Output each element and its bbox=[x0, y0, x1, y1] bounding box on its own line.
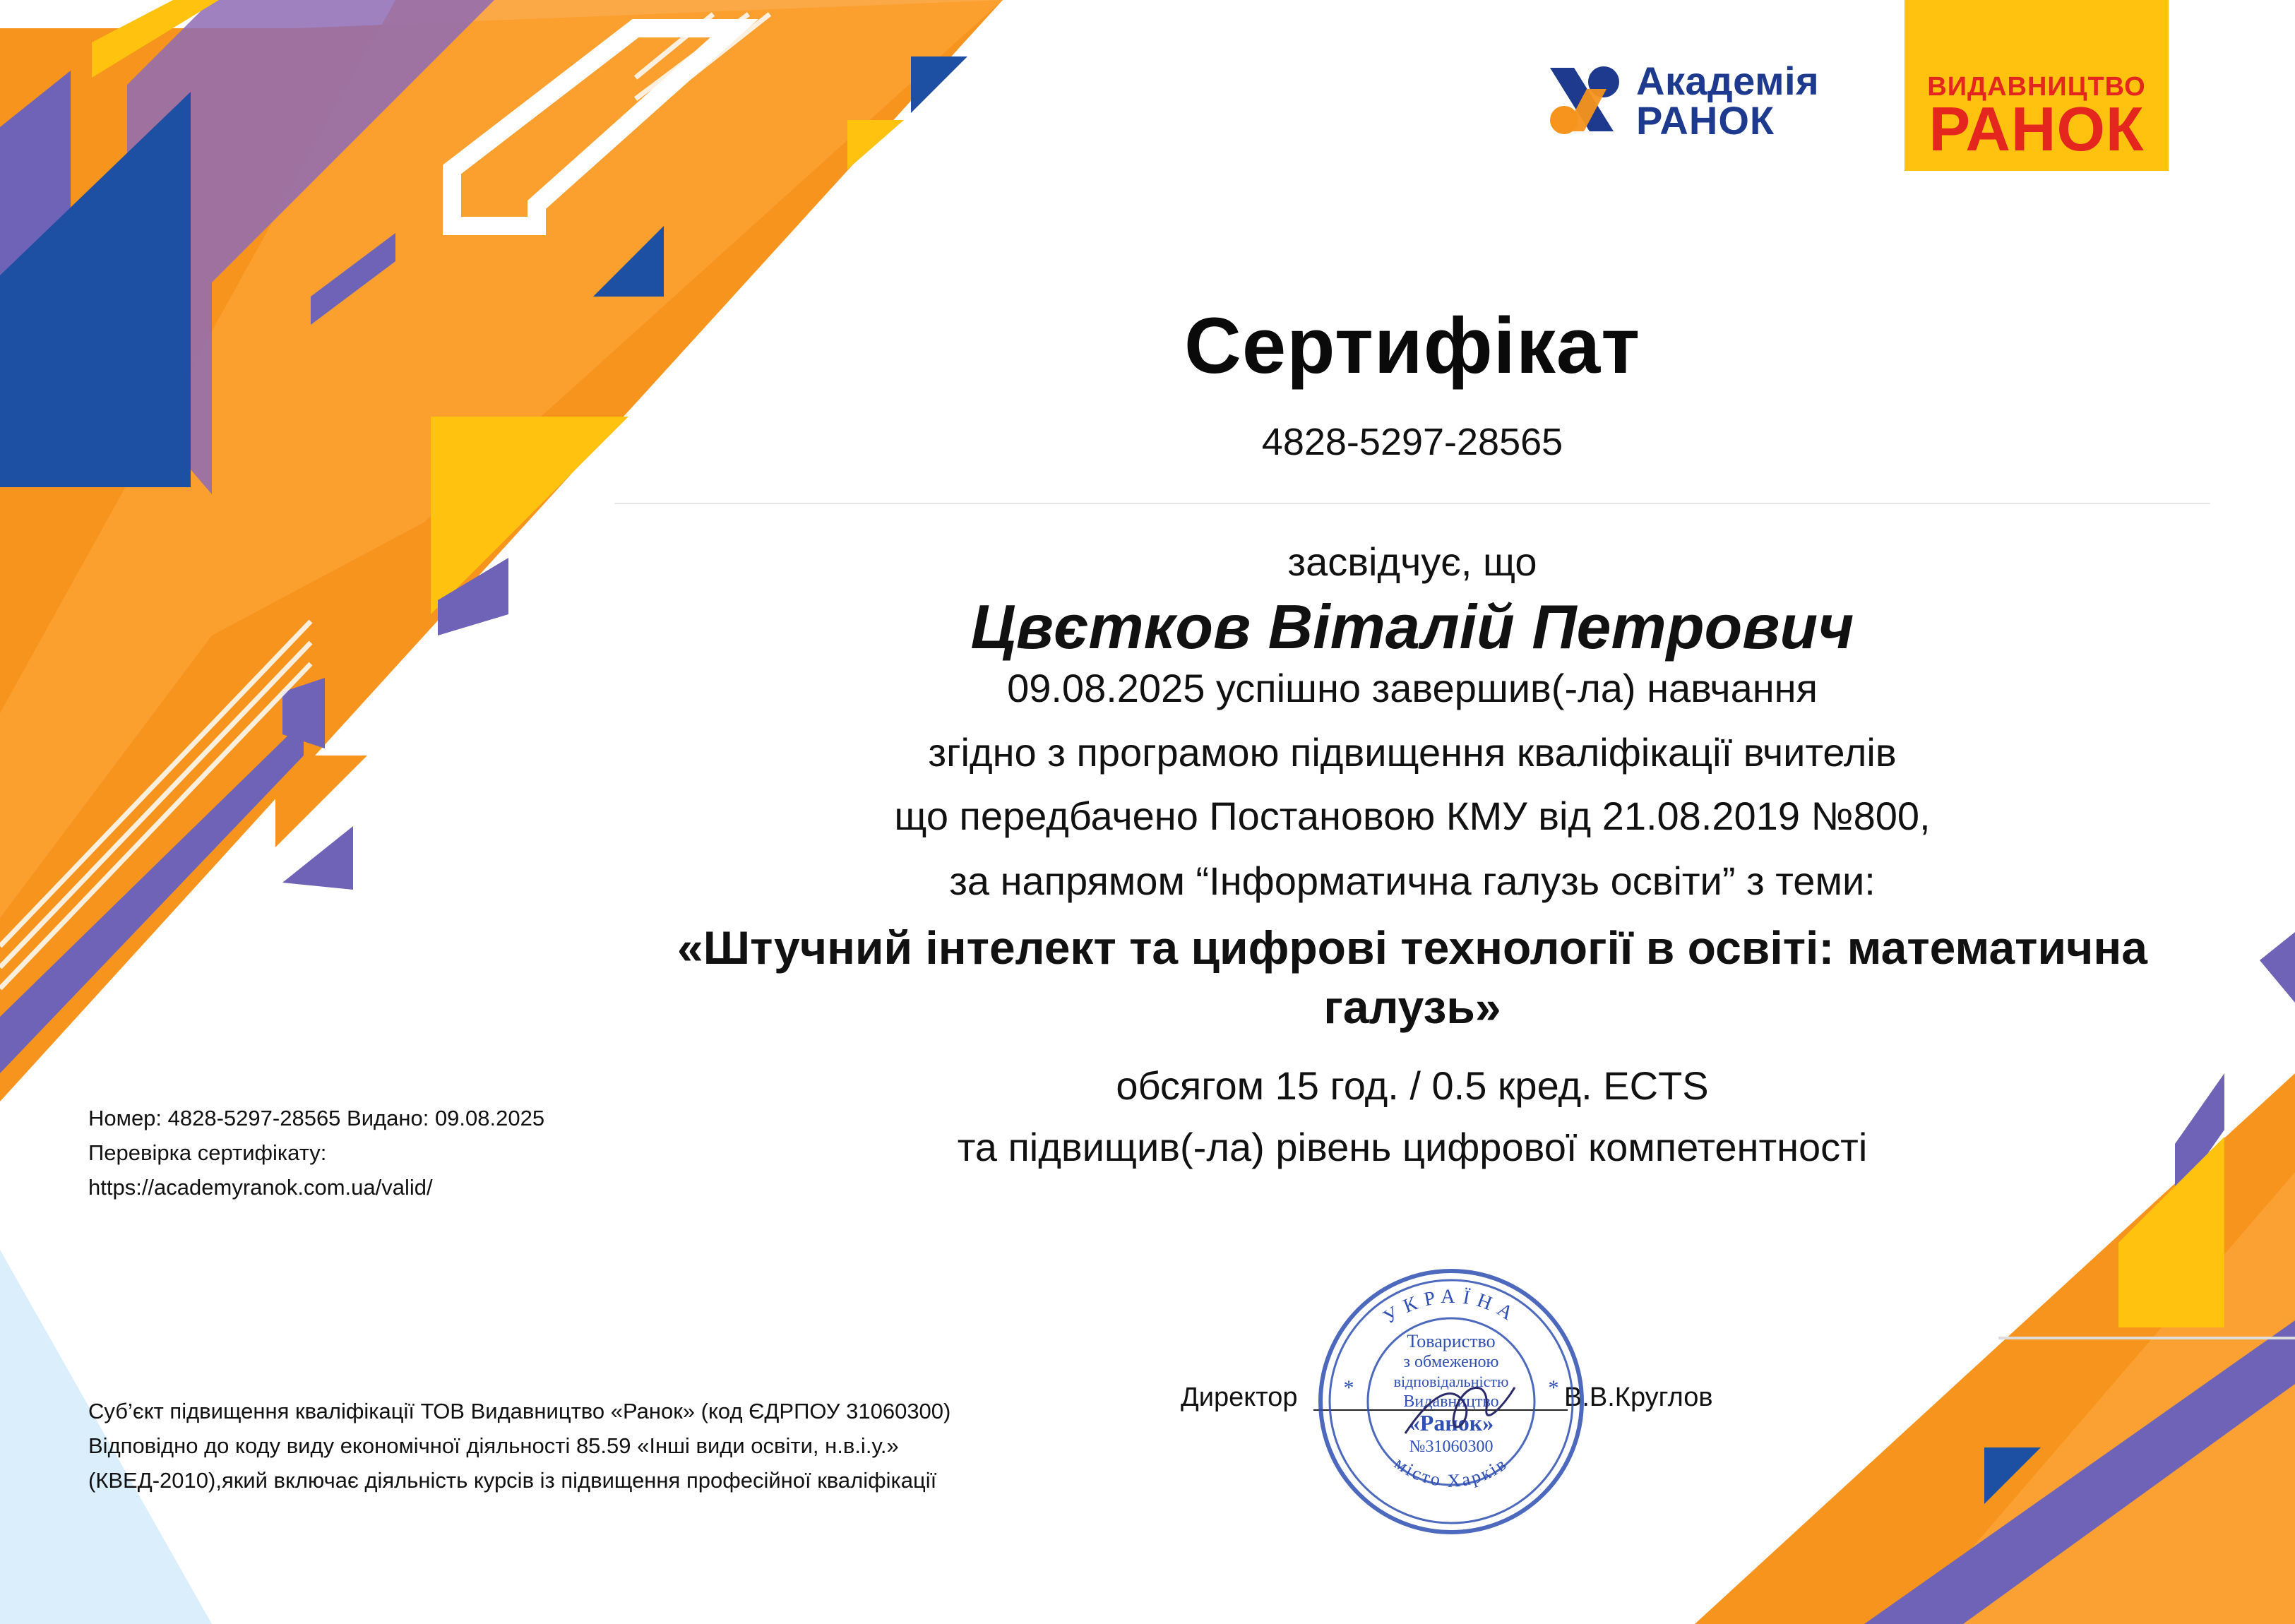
academy-ranok-logo bbox=[1543, 55, 1847, 147]
stamp-line-6: №31060300 bbox=[1409, 1438, 1494, 1456]
yellow-triangle-large bbox=[431, 417, 628, 614]
legal-line-1: Суб’єкт підвищення кваліфікації ТОВ Видавництво «Ранок» (код ЄДРПОУ 31060300) bbox=[88, 1399, 951, 1423]
stamp-star-icon: * bbox=[1343, 1376, 1354, 1399]
director-label: Директор bbox=[1181, 1383, 1298, 1412]
competence-line: та підвищив(-ла) рівень цифрової компетентності bbox=[957, 1125, 1868, 1169]
certifies-text: засвідчує, що bbox=[1287, 539, 1537, 584]
purple-triangle-edge bbox=[2260, 932, 2295, 1003]
course-title-line2: галузь» bbox=[1323, 981, 1501, 1033]
verification-info bbox=[88, 1101, 653, 1205]
issue-number-line: Номер: 4828-5297-28565 Видано: 09.08.2025 bbox=[88, 1106, 545, 1130]
course-title bbox=[614, 918, 2210, 1037]
academy-logo-mark-icon bbox=[1543, 61, 1628, 138]
publisher-logo-word: ВИДАВНИЦТВО bbox=[1927, 72, 2146, 102]
verification-link[interactable]: https://academyranok.com.ua/valid/ bbox=[88, 1175, 433, 1200]
legal-info bbox=[88, 1394, 1077, 1498]
official-stamp bbox=[1313, 1264, 1589, 1539]
stamp-bottom-text: місто Харків bbox=[1390, 1452, 1512, 1491]
academy-logo-word: Академія bbox=[1636, 59, 1820, 103]
stamp-line-5: «Ранок» bbox=[1408, 1410, 1494, 1435]
verification-label: Перевірка сертифікату: bbox=[88, 1140, 327, 1165]
stamp-star-icon: * bbox=[1548, 1376, 1559, 1399]
program-line: згідно з програмою підвищення кваліфікації вчителів bbox=[928, 730, 1897, 775]
certificate-number: 4828-5297-28565 bbox=[1261, 421, 1563, 463]
stamp-line-1: Товариство bbox=[1407, 1331, 1496, 1351]
course-title-line1: «Штучний інтелект та цифрові технології в освіті: математична bbox=[677, 921, 2147, 974]
publisher-logo-ranok: РАНОК bbox=[1929, 94, 2145, 164]
legal-line-2: Відповідно до коду виду економічної діяльності 85.59 «Інші види освіти, н.в.і.у.» bbox=[88, 1433, 899, 1458]
academy-logo-ranok: РАНОК bbox=[1636, 98, 1775, 143]
stamp-line-4: Видавництво bbox=[1403, 1392, 1499, 1411]
yellow-small-triangle bbox=[847, 120, 904, 169]
purple-triangle-bottom bbox=[282, 826, 353, 890]
completion-line: 09.08.2025 успішно завершив(-ла) навчання bbox=[1007, 666, 1818, 710]
stamp-line-2: з обмеженою bbox=[1403, 1353, 1499, 1371]
legal-line-3: (КВЕД-2010),який включає діяльність курсів із підвищення професійної кваліфікації bbox=[88, 1468, 937, 1493]
certificate-title: Сертифікат bbox=[1184, 301, 1641, 390]
stamp-line-3: відповідальністю bbox=[1393, 1373, 1509, 1390]
director-name: В.В.Круглов bbox=[1564, 1383, 1713, 1412]
resolution-line: що передбачено Постановою КМУ від 21.08.2019 №800, bbox=[894, 794, 1931, 838]
volume-line: обсягом 15 год. / 0.5 кред. ECTS bbox=[1116, 1063, 1709, 1108]
recipient-name: Цвєтков Віталій Петрович bbox=[970, 592, 1854, 662]
divider bbox=[614, 503, 2210, 504]
blue-triangle-top bbox=[911, 56, 967, 113]
direction-line: за напрямом “Інформатична галузь освіти” з теми: bbox=[949, 859, 1876, 903]
stamp-top-text: УКРАЇНА bbox=[1379, 1285, 1523, 1329]
publisher-ranok-logo bbox=[1904, 0, 2169, 171]
